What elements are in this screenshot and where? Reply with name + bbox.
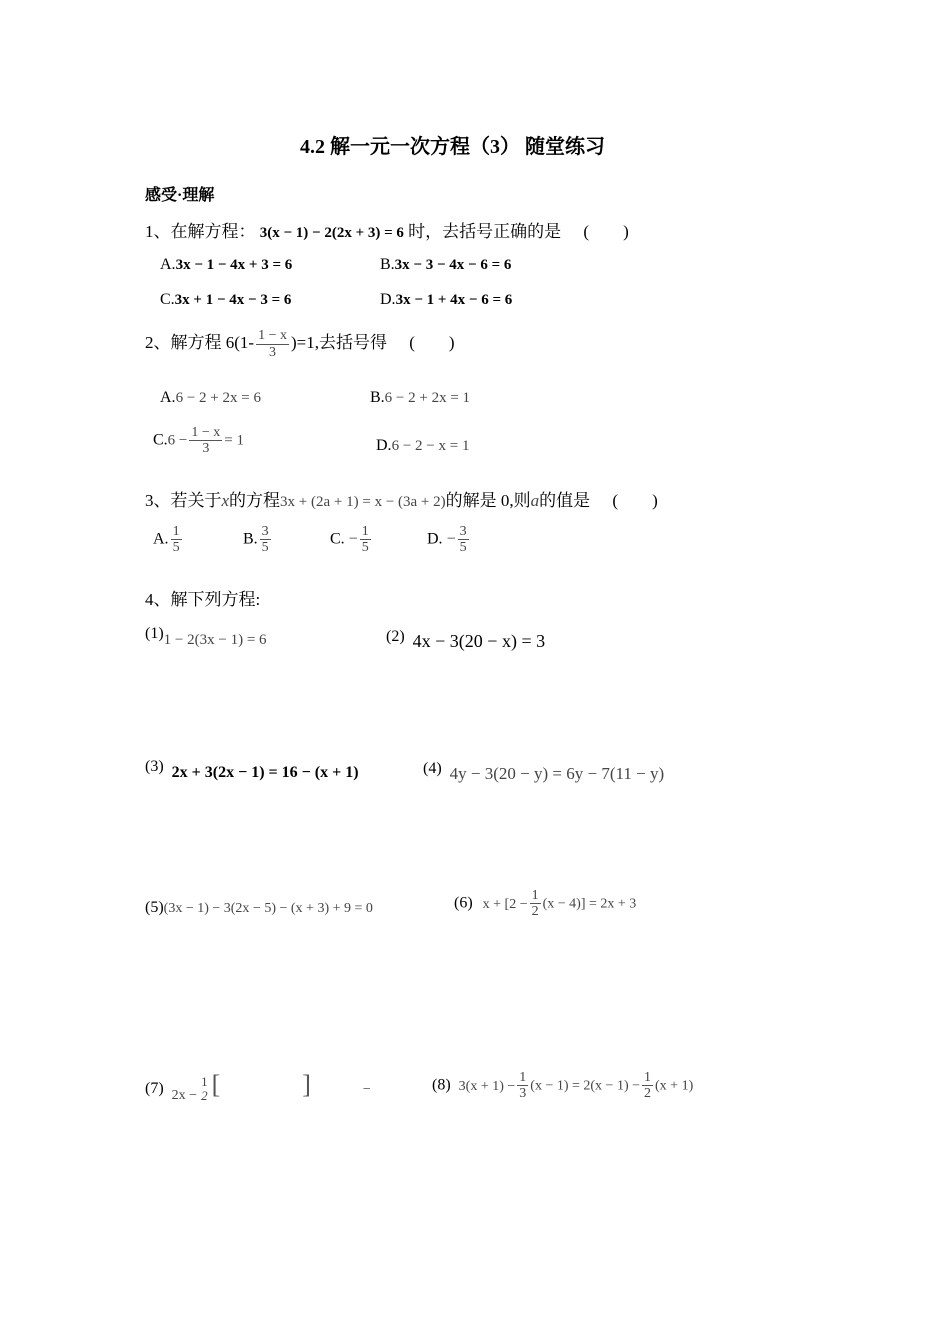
question-4-prompt: 4、解下列方程:: [145, 590, 261, 609]
option-fraction: $\frac{3}{5}$: [261, 524, 269, 556]
problem-label: (5): [145, 899, 164, 916]
option-text: 3x − 1 − 4x + 3 = 6: [175, 257, 293, 273]
problem-2: [386, 625, 546, 651]
problem-mid: (x − 1) = 2(x − 1) −: [530, 1078, 641, 1094]
problem-post: (x + 1): [655, 1078, 694, 1094]
question-1-equation: 3(x − 1) − 2(2x + 3) = 6: [259, 225, 404, 241]
problem-fraction: $\frac{1}{2}$: [531, 888, 539, 920]
answer-paren-close: ): [448, 333, 455, 352]
problem-3: [145, 758, 359, 781]
question-2: [145, 328, 455, 360]
problem-1: [145, 625, 267, 648]
answer-paren-open: (: [612, 491, 619, 510]
question-3-equation: 3x + (2a + 1) = x − (3a + 2): [280, 494, 446, 510]
problem-post: (x − 4)] = 2x + 3: [542, 896, 637, 912]
question-3-option-d[interactable]: D. − $\frac{3}{5}$: [427, 524, 467, 556]
question-1-option-d[interactable]: [380, 291, 512, 309]
problem-4: [423, 758, 665, 783]
option-pre: 6 −: [167, 432, 188, 449]
question-1-option-a[interactable]: [160, 256, 292, 274]
option-fraction: $\frac{1}{5}$: [172, 524, 180, 556]
option-label: D.: [380, 291, 396, 308]
problem-fraction: 1 2: [201, 1074, 208, 1104]
problem-label: (4): [423, 760, 442, 777]
question-3-prefix: 3、若关于: [145, 491, 222, 510]
section-heading: 感受·理解: [145, 187, 215, 204]
problem-equation: 4x − 3(20 − x) = 3: [412, 631, 546, 651]
question-2-option-a[interactable]: [160, 389, 261, 407]
question-3-option-c[interactable]: C. − $\frac{1}{5}$: [330, 524, 369, 556]
problem-label: (6): [454, 894, 473, 912]
option-label: B.: [380, 256, 395, 273]
option-label: B.: [370, 389, 385, 406]
option-fraction: $\frac{1 - x}{3}$: [191, 425, 221, 457]
option-text: 6 − 2 + 2x = 1: [384, 390, 471, 406]
problem-pre: 3(x + 1) −: [458, 1078, 516, 1094]
question-3-suffix: 的解是 0,则: [445, 491, 531, 510]
option-fraction: $\frac{1}{5}$: [361, 524, 369, 556]
question-2-option-c[interactable]: [153, 425, 244, 457]
question-2-suffix: )=1,去括号得: [290, 333, 387, 352]
option-text: 3x − 1 + 4x − 6 = 6: [395, 292, 513, 308]
problem-5: [145, 899, 373, 917]
option-label: A.: [160, 389, 176, 406]
bracket-close: ]: [302, 1070, 311, 1099]
problem-equation: 4y − 3(20 − y) = 6y − 7(11 − y): [449, 764, 665, 783]
question-1-option-b[interactable]: [380, 256, 511, 274]
problem-equation: 1 − 2(3x − 1) = 6: [163, 632, 267, 648]
question-3-tail: 的值是: [539, 491, 591, 510]
option-label: D.: [427, 530, 443, 548]
question-3-var-a: a: [530, 491, 540, 510]
option-text: 3x − 3 − 4x − 6 = 6: [394, 257, 512, 273]
answer-paren-close: ): [652, 491, 658, 510]
question-2-option-b[interactable]: [370, 389, 470, 407]
question-3-option-a[interactable]: [153, 524, 184, 556]
option-fraction: $\frac{3}{5}$: [459, 524, 467, 556]
option-label: C.: [160, 291, 175, 308]
question-1-prefix: 1、在解方程：: [145, 222, 256, 241]
option-text: 6 − 2 − x = 1: [391, 438, 470, 454]
question-3-mid: 的方程: [229, 491, 281, 510]
question-3-option-b[interactable]: [243, 524, 273, 556]
answer-paren-open: (: [583, 222, 590, 241]
problem-label: (3): [145, 758, 164, 775]
problem-8: [432, 1070, 693, 1102]
problem-fraction-1: $\frac{1}{3}$: [519, 1070, 527, 1102]
option-post: = 1: [224, 432, 245, 449]
problem-7: [145, 1070, 371, 1104]
option-label: D.: [376, 437, 392, 454]
problem-tail: −: [362, 1082, 371, 1097]
option-text: 6 − 2 + 2x = 6: [175, 390, 261, 406]
option-label: C.: [153, 431, 168, 449]
problem-equation: (3x − 1) − 3(2x − 5) − (x + 3) + 9 = 0: [163, 901, 373, 916]
answer-paren-close: ): [623, 222, 629, 241]
problem-equation: 2x + 3(2x − 1) = 16 − (x + 1): [171, 764, 359, 781]
problem-6: [454, 888, 636, 920]
question-1-suffix: 时，去括号正确的是: [408, 222, 562, 241]
question-2-option-d[interactable]: [376, 437, 469, 455]
question-1: [145, 217, 629, 242]
question-2-fraction: $\frac{1 - x}{3}$: [258, 328, 287, 360]
option-text: 3x + 1 − 4x − 3 = 6: [174, 292, 292, 308]
option-label: A.: [160, 256, 176, 273]
problem-pre: 2x −: [171, 1088, 198, 1103]
problem-label: (1): [145, 625, 164, 642]
problem-pre: x + [2 −: [482, 896, 528, 912]
question-3: [145, 486, 658, 511]
option-label: B.: [243, 530, 258, 548]
problem-label: (2): [386, 628, 405, 645]
problem-label: (7): [145, 1080, 164, 1097]
option-label: A.: [153, 530, 169, 548]
option-label: C.: [330, 530, 345, 548]
page-title: 4.2 解一元一次方程（3） 随堂练习: [300, 136, 605, 158]
question-2-prefix: 2、解方程 6(1-: [145, 333, 255, 352]
problem-label: (8): [432, 1076, 451, 1094]
answer-paren-open: (: [409, 333, 415, 352]
question-1-option-c[interactable]: [160, 291, 291, 309]
problem-fraction-2: $\frac{1}{2}$: [644, 1070, 652, 1102]
question-3-var-x: x: [221, 491, 230, 510]
bracket-open: [: [211, 1070, 221, 1099]
